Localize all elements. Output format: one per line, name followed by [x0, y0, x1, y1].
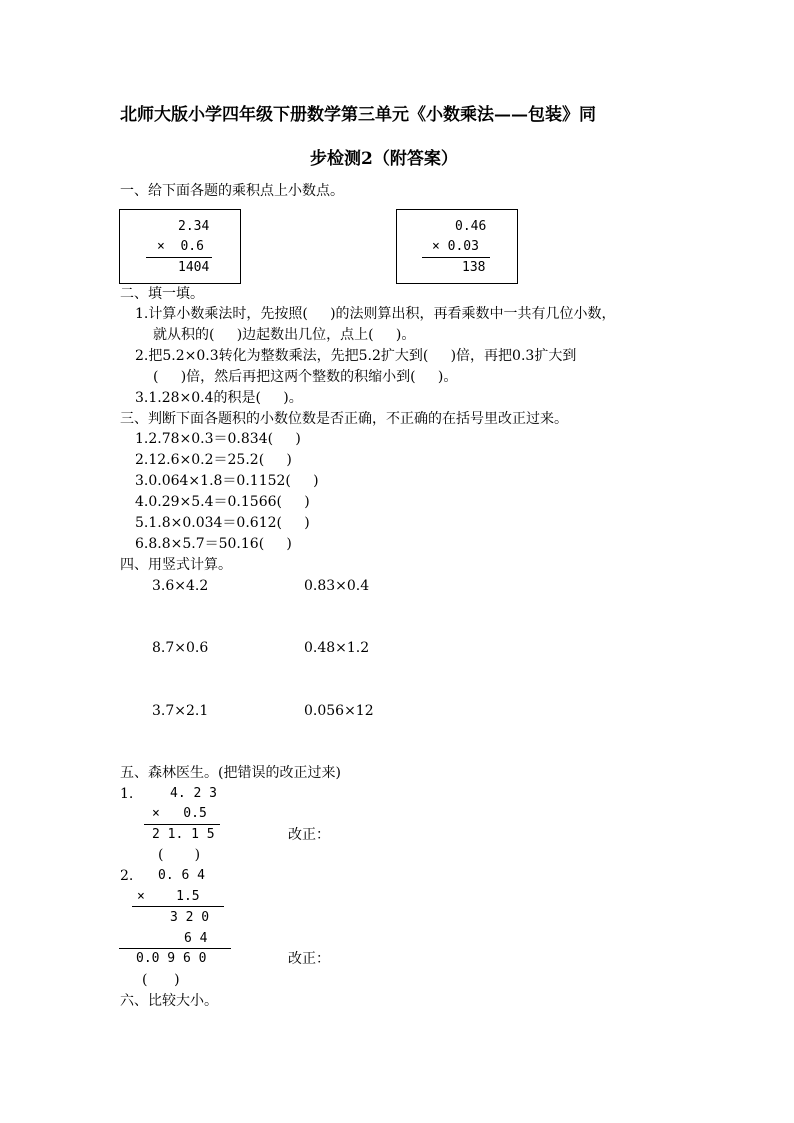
page-title-line2: 步检测2（附答案）: [310, 149, 458, 169]
box2-product: 138: [462, 260, 486, 275]
doctor-problem-2-number: 2.: [120, 868, 134, 884]
fill-line-1: 1.计算小数乘法时，先按照( )的法则算出积，再看乘数中一共有几位小数，: [135, 306, 616, 322]
doctor-problem-1-multiplicand: 4. 2 3: [170, 786, 217, 801]
section4-heading: 四、用竖式计算。: [120, 557, 232, 573]
judge-item-5: 5.1.8×0.034＝0.612( ): [135, 515, 310, 531]
doctor-problem-2-partial-2: 6 4: [184, 931, 208, 946]
page-title-line1: 北师大版小学四年级下册数学第三单元《小数乘法——包装》同: [120, 105, 596, 125]
section6-heading: 六、比较大小。: [120, 993, 218, 1009]
fill-line-4: ( )倍，然后再把这两个整数的积缩小到( )。: [153, 369, 458, 385]
section3-heading: 三、判断下面各题积的小数位数是否正确，不正确的在括号里改正过来。: [120, 411, 568, 427]
judge-item-1: 1.2.78×0.3＝0.834( ): [135, 431, 301, 447]
doctor-problem-1-blank: ( ): [158, 847, 201, 863]
doctor-problem-2-product: 0.0 9 6 0: [136, 951, 207, 966]
section1-heading: 一、给下面各题的乘积点上小数点。: [120, 183, 344, 199]
doctor-problem-1-multiplier: × 0.5: [152, 806, 207, 821]
judge-item-2: 2.12.6×0.2＝25.2( ): [135, 452, 292, 468]
fill-line-5: 3.1.28×0.4的积是( )。: [135, 390, 303, 406]
calc-problem-4: 0.48×1.2: [304, 640, 370, 656]
calc-problem-1: 3.6×4.2: [152, 578, 209, 594]
box1-rule: [146, 257, 212, 258]
doctor-problem-2-blank: ( ): [142, 972, 180, 988]
judge-item-6: 6.8.8×5.7＝50.16( ): [135, 536, 292, 552]
doctor-problem-1-correction-label: 改正：: [288, 827, 330, 843]
judge-item-3: 3.0.064×1.8＝0.1152( ): [135, 473, 319, 489]
doctor-problem-1-rule: [144, 824, 220, 825]
doctor-problem-2-rule-2: [119, 948, 231, 949]
calc-problem-3: 8.7×0.6: [152, 640, 209, 656]
doctor-problem-2-multiplier: × 1.5: [137, 889, 200, 904]
section5-heading: 五、森林医生。(把错误的改正过来): [120, 765, 341, 781]
box1-multiplier: × 0.6: [157, 239, 204, 254]
doctor-problem-1-product: 2 1. 1 5: [152, 827, 215, 842]
box2-multiplicand: 0.46: [455, 219, 487, 234]
judge-item-4: 4.0.29×5.4＝0.1566( ): [135, 494, 310, 510]
doctor-problem-2-correction-label: 改正：: [288, 951, 330, 967]
doctor-problem-2-partial-1: 3 2 0: [170, 910, 210, 925]
box2-multiplier: × 0.03: [432, 239, 479, 254]
doctor-problem-1-number: 1.: [120, 786, 134, 802]
calc-problem-5: 3.7×2.1: [152, 703, 209, 719]
section2-heading: 二、填一填。: [120, 286, 204, 302]
doctor-problem-2-rule-1: [132, 906, 224, 907]
doctor-problem-2-multiplicand: 0. 6 4: [158, 868, 205, 883]
box2-rule: [422, 257, 490, 258]
calc-problem-6: 0.056×12: [304, 703, 374, 719]
calc-problem-2: 0.83×0.4: [304, 578, 370, 594]
fill-line-3: 2.把5.2×0.3转化为整数乘法，先把5.2扩大到( )倍，再把0.3扩大到: [135, 348, 577, 364]
box1-product: 1404: [178, 260, 210, 275]
box1-multiplicand: 2.34: [178, 219, 210, 234]
fill-line-2: 就从积的( )边起数出几位，点上( )。: [153, 327, 416, 343]
